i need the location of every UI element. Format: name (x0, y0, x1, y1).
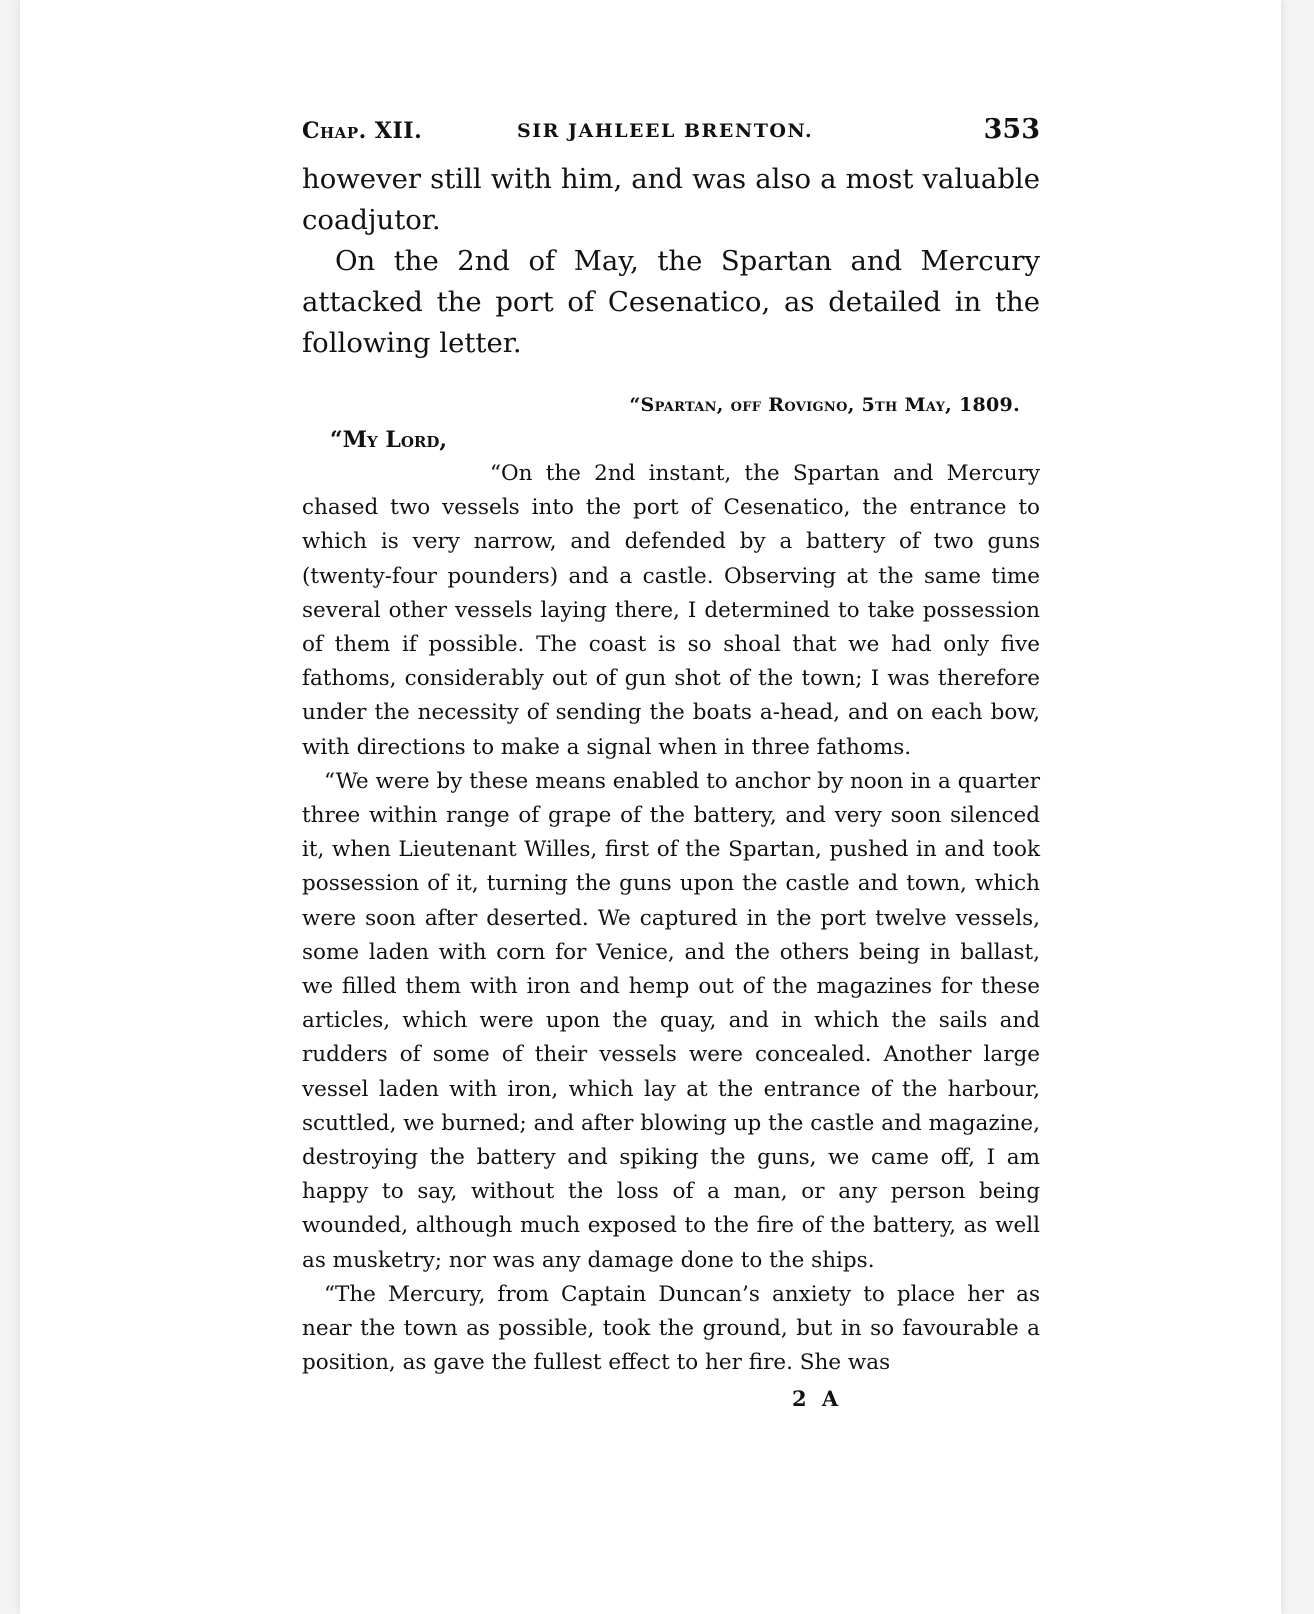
chapter-label: Chap. XII. (302, 118, 423, 144)
running-title: SIR JAHLEEL BRENTON. (517, 120, 814, 142)
intro-text (302, 159, 1040, 364)
letter-paragraph: “On the 2nd instant, the Spartan and Mercury chased two vessels into the port of Cesenatico, the entrance to which is very narrow, and defended by a battery of two guns (twenty-four pounders) and a castle. Observing at the same time several other vessels laying there, I determined to take possession of them if possible. The coast is so shoal that we had only five fathoms, considerably out of gun shot of the town; I was therefore under the necessity of sending the boats a-head, and on each bow, with directions to make a signal when in three fathoms. (302, 461, 1040, 760)
letter-body (302, 457, 1040, 1380)
book-page (20, 0, 1281, 1614)
letter-salutation: “My Lord, (330, 427, 448, 453)
page-number: 353 (983, 114, 1040, 145)
running-header (302, 110, 1040, 150)
intro-paragraph: On the 2nd of May, the Spartan and Mercury attacked the port of Cesenatico, as detailed in the following letter. (302, 245, 1040, 359)
signature-mark: 2 A (792, 1386, 843, 1412)
continuation-paragraph: however still with him, and was also a most valuable coadjutor. (302, 163, 1040, 236)
letter-paragraph: “We were by these means enabled to anchor by noon in a quarter three within range of grape of the battery, and very soon silenced it, when Lieutenant Willes, first of the Spartan, pushed in and took possession of it, turning the guns upon the castle and town, which were soon after deserted. We captured in the port twelve vessels, some laden with corn for Venice, and the others being in ballast, we filled them with iron and hemp out of the magazines for these articles, which were upon the quay, and in which the sails and rudders of some of their vessels were concealed. Another large vessel laden with iron, which lay at the entrance of the harbour, scuttled, we burned; and after blowing up the castle and magazine, destroying the battery and spiking the guns, we came off, I am happy to say, without the loss of a man, or any person being wounded, although much exposed to the fire of the battery, as well as musketry; nor was any damage done to the ships. (302, 768, 1040, 1273)
letter-paragraph: “The Mercury, from Captain Duncan’s anxiety to place her as near the town as possible, took the ground, but in so favourable a position, as gave the fullest effect to her fire. She was (302, 1281, 1040, 1376)
letter-dateline: “Spartan, off Rovigno, 5th May, 1809. (629, 394, 1020, 416)
text-block (302, 110, 1040, 1411)
